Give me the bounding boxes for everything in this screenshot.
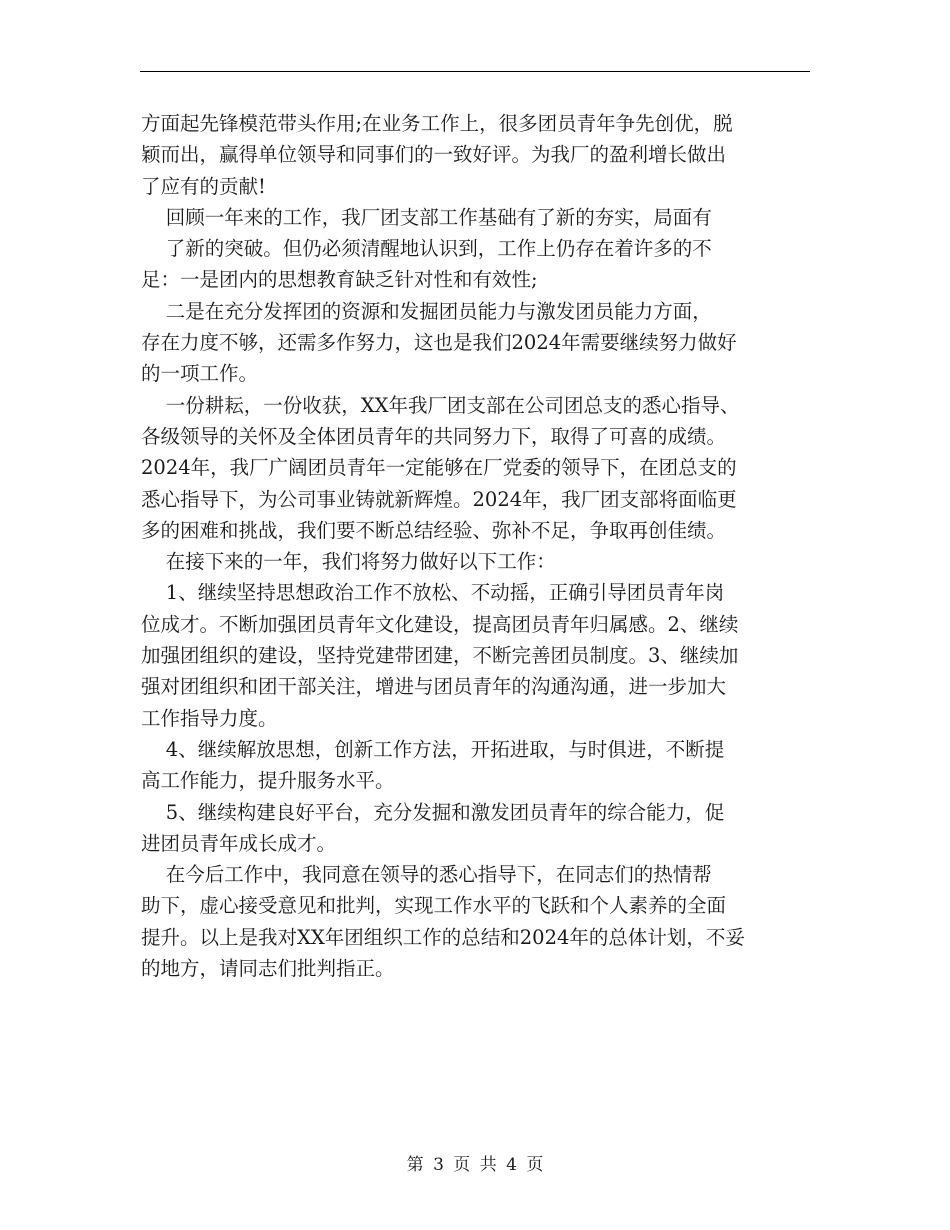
text-line: 存在力度不够，还需多作努力，这也是我们2024年需要继续努力做好 [141,331,737,355]
text-line: 进团员青年成长成才。 [141,831,337,855]
text-line: 高工作能力，提升服务水平。 [141,769,395,793]
text-line: 工作指导力度。 [141,706,278,730]
text-line: 颖而出，赢得单位领导和同事们的一致好评。为我厂的盈利增长做出 [141,143,727,167]
text-line: 加强团组织的建设，坚持党建带团建，不断完善团员制度。3、继续加 [141,644,739,668]
text-line: 多的困难和挑战，我们要不断总结经验、弥补不足，争取再创佳绩。 [141,518,727,542]
text-line: 足：一是团内的思想教育缺乏针对性和有效性; [141,268,538,292]
text-line: 了新的突破。但仍必须清醒地认识到，工作上仍存在着许多的不 [141,237,712,261]
text-line: 位成才。不断加强团员青年文化建设，提高团员青年归属感。2、继续 [141,612,739,636]
text-line: 强对团组织和团干部关注，增进与团员青年的沟通沟通，进一步加大 [141,675,727,699]
text-line: 悉心指导下，为公司事业铸就新辉煌。2024年，我厂团支部将面临更 [141,487,737,511]
page-number: 第 3 页 共 4 页 [406,1155,544,1175]
header-rule [140,71,810,72]
text-line: 5、继续构建良好平台，充分发掘和激发团员青年的综合能力，促 [141,800,725,824]
text-line: 方面起先锋模范带头作用;在业务工作上，很多团员青年争先创优，脱 [141,112,733,135]
text-line: 1、继续坚持思想政治工作不放松、不动摇，正确引导团员青年岗 [141,581,725,605]
text-line: 提升。以上是我对XX年团组织工作的总结和2024年的总体计划，不妥 [141,925,745,949]
text-line: 的地方，请同志们批判指正。 [141,957,395,981]
text-line: 二是在充分发挥团的资源和发掘团员能力与激发团员能力方面， [141,299,712,323]
text-line: 的一项工作。 [141,362,259,386]
text-line: 助下，虚心接受意见和批判，实现工作水平的飞跃和个人素养的全面 [141,894,727,918]
text-line: 2024年，我厂广阔团员青年一定能够在厂党委的领导下，在团总支的 [141,456,737,480]
document-body [141,108,816,984]
text-line: 4、继续解放思想，创新工作方法，开拓进取，与时俱进，不断提 [141,737,725,761]
text-line: 各级领导的关怀及全体团员青年的共同努力下，取得了可喜的成绩。 [141,424,727,448]
text-line: 在今后工作中，我同意在领导的悉心指导下，在同志们的热情帮 [141,863,712,887]
text-line: 了应有的贡献! [141,174,266,198]
text-line: 一份耕耘，一份收获，XX年我厂团支部在公司团总支的悉心指导、 [141,393,740,417]
text-line: 回顾一年来的工作，我厂团支部工作基础有了新的夯实，局面有 [141,205,712,229]
text-line: 在接下来的一年，我们将努力做好以下工作： [141,550,556,574]
